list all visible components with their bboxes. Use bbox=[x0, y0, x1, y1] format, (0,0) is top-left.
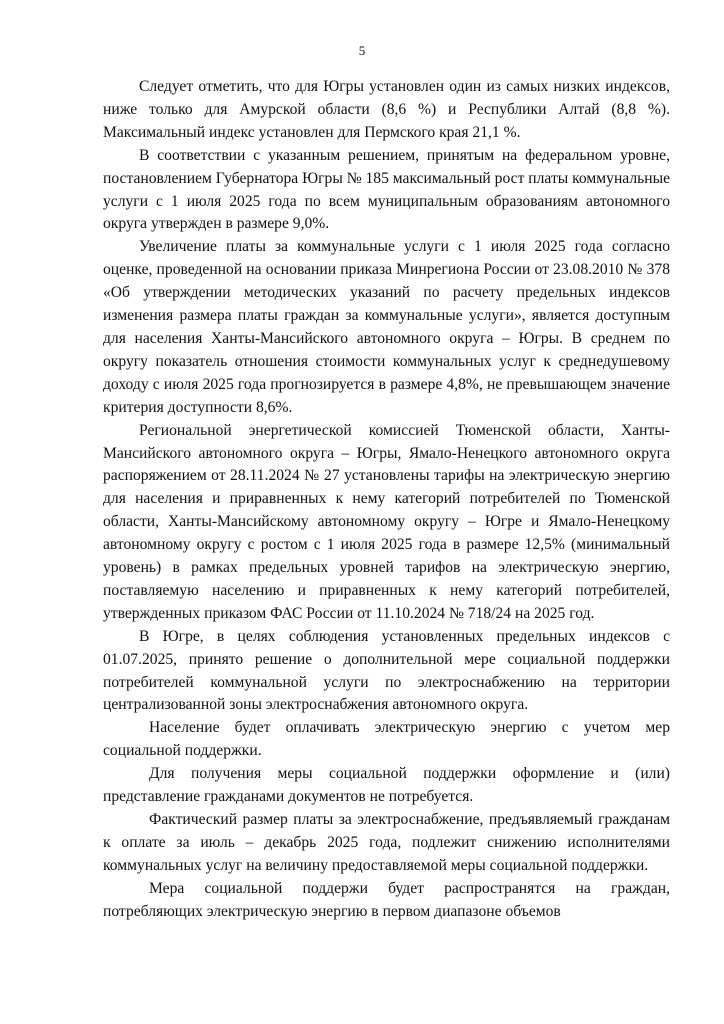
document-body bbox=[103, 76, 670, 924]
paragraph-governor-decree: В соответствии с указанным решением, принятым на федеральном уровне, постановлением Губернатора Югры № 185 максимальный рост платы коммунальные услуги с 1 июля 2025 года по всем муниципальным образованиям автономного округа утвержден в размере 9,0%. bbox=[103, 146, 670, 233]
paragraph-population-payment: Население будет оплачивать электрическую энергию с учетом мер социальной поддержки. bbox=[103, 719, 670, 760]
paragraph-support-scope: Мера социальной поддержи будет распространятся на граждан, потребляющих электрическую энергию в первом диапазоне объемов bbox=[103, 879, 670, 920]
page-number: 5 bbox=[358, 43, 366, 58]
paragraph-no-documents: Для получения меры социальной поддержки оформление и (или) представление гражданами документов не потребуется. bbox=[103, 765, 670, 806]
paragraph-electricity-tariffs: Региональной энергетической комиссией Тюменской области, Ханты-Мансийского автономного округа – Югры, Ямало-Ненецкого автономного округа распоряжением от 28.11.2024 № 27 установлены тарифы на электрическую энергию для населения и приравненных к нему категорий потребителей по Тюменской области, Ханты-Мансийскому автономному округу – Югре и Ямало-Ненецкому автономному округу с ростом с 1 июля 2025 года в размере 12,5% (минимальный уровень) в рамках предельных уровней тарифов на электрическую энергию, поставляемую населению и приравненных к нему категорий потребителей, утвержденных приказом ФАС России от 11.10.2024 № 718/24 на 2025 год. bbox=[103, 421, 670, 622]
paragraph-ugra-index: Следует отметить, что для Югры установлен один из самых низких индексов, ниже только для Амурской области (8,6 %) и Республики Алтай (8,8 %). Максимальный индекс установлен для Пермского края 21,1 %. bbox=[103, 78, 670, 141]
paragraph-affordability: Увеличение платы за коммунальные услуги с 1 июля 2025 года согласно оценке, проведенной на основании приказа Минрегиона России от 23.08.2010 № 378 «Об утверждении методических указаний по расчету предельных индексов изменения размера платы граждан за коммунальные услуги», является доступным для населения Ханты-Мансийского автономного округа – Югры. В среднем по округу показатель отношения стоимости коммунальных услуг к среднедушевому доходу с июля 2025 года прогнозируется в размере 4,8%, не превышающем значение критерия доступности 8,6%. bbox=[103, 238, 670, 416]
paragraph-support-decision: В Югре, в целях соблюдения установленных предельных индексов с 01.07.2025, принято решение о дополнительной мере социальной поддержки потребителей коммунальной услуги по электроснабжению на территории централизованной зоны электроснабжения автономного округа. bbox=[103, 627, 670, 714]
paragraph-actual-payment: Фактический размер платы за электроснабжение, предъявляемый гражданам к оплате за июль – декабрь 2025 года, подлежит снижению исполнителями коммунальных услуг на величину предоставляемой меры социальной поддержки. bbox=[103, 811, 670, 874]
